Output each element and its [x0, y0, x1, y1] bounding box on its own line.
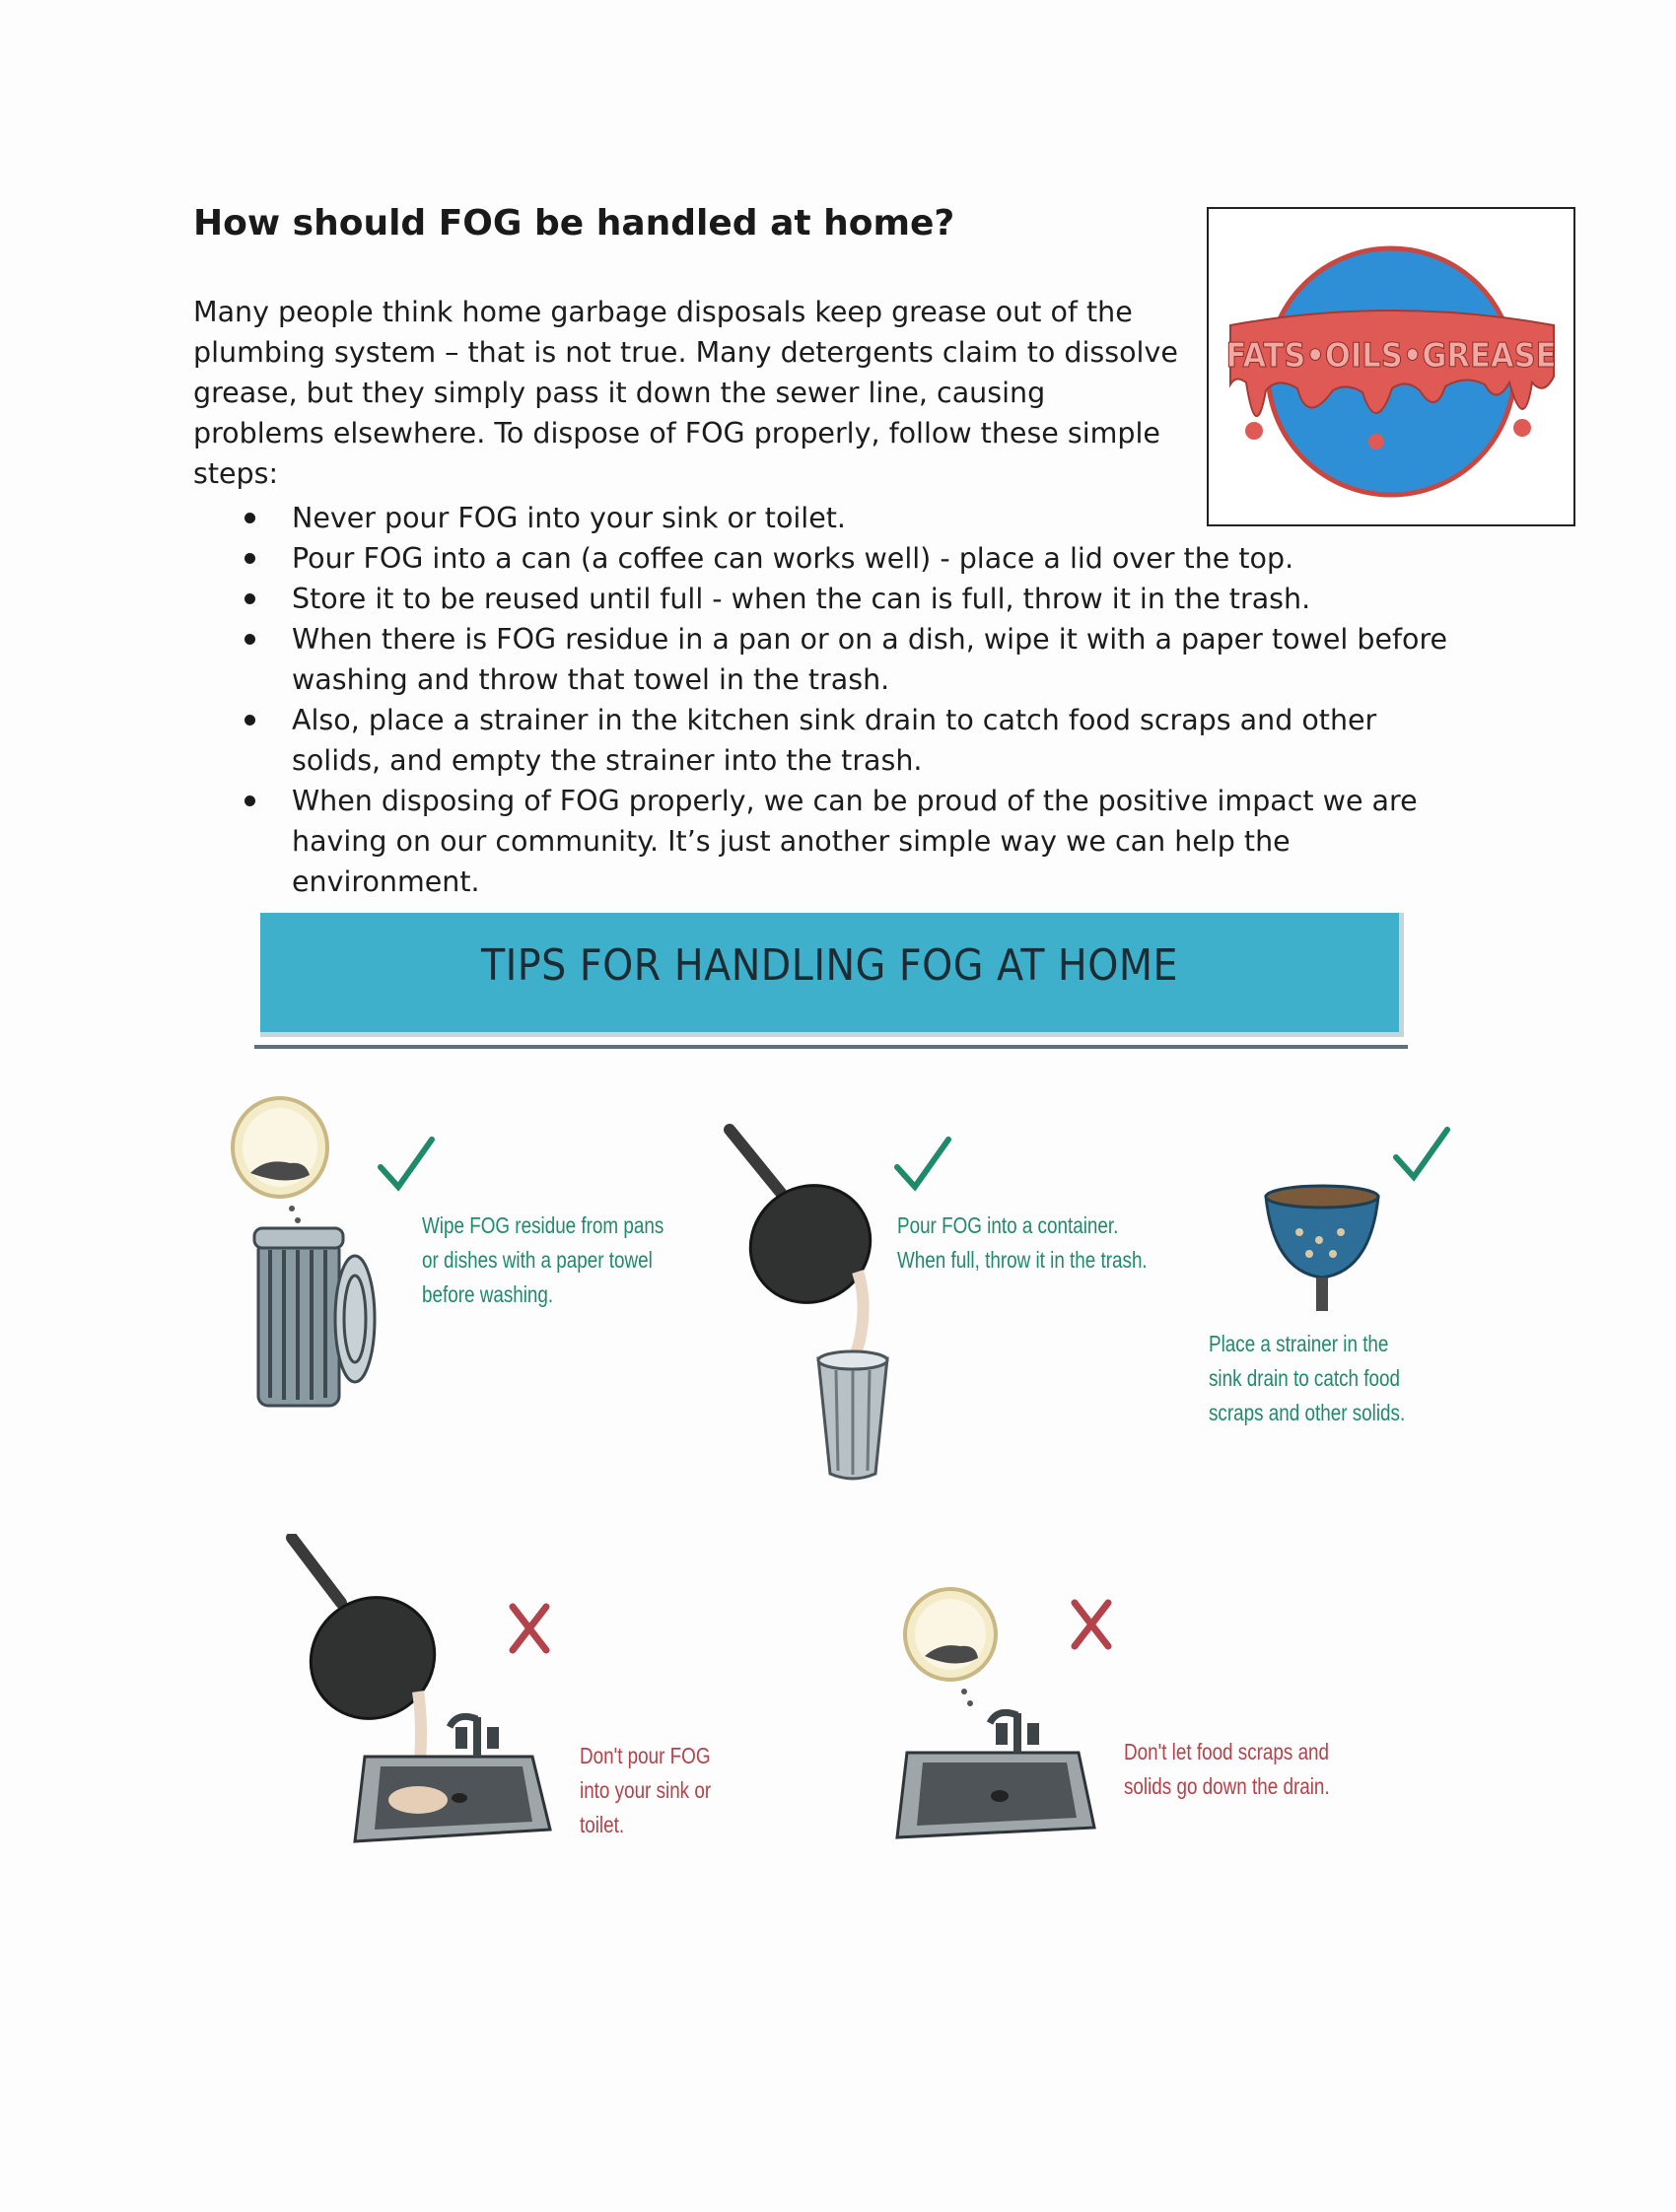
banner-underline: [254, 1045, 1408, 1049]
check-icon: [893, 1134, 952, 1193]
pan-pour-container-icon: [720, 1124, 907, 1488]
list-item: Never pour FOG into your sink or toilet.: [227, 498, 1469, 538]
tip-wipe: Wipe FOG residue from pans or dishes with a paper towel before washing.: [422, 1212, 664, 1307]
list-item: When there is FOG residue in a pan or on a dish, wipe it with a paper towel before washing and throw that towel in the trash.: [227, 619, 1469, 700]
pan-pour-sink-icon: [286, 1534, 562, 1849]
tip-pour: Pour FOG into a container. When full, throw it in the trash.: [897, 1212, 1148, 1273]
list-item: Also, place a strainer in the kitchen sink drain to catch food scraps and other solids, and empty the strainer into the trash.: [227, 700, 1469, 781]
strainer-icon: [1260, 1183, 1384, 1321]
tip-strainer: Place a strainer in the sink drain to catch food scraps and other solids.: [1209, 1331, 1406, 1425]
logo-text: FATS•OILS•GREASE: [1225, 336, 1557, 376]
fog-logo-box: [1207, 207, 1575, 526]
trash-can-icon: [219, 1092, 377, 1417]
fats-oils-grease-logo: [1209, 209, 1573, 524]
x-icon: [507, 1601, 552, 1656]
banner-title: TIPS FOR HANDLING FOG AT HOME: [480, 940, 1179, 991]
steps-list: [227, 498, 1469, 902]
tips-banner: [260, 913, 1404, 1037]
check-icon: [377, 1134, 436, 1193]
page-title: How should FOG be handled at home?: [193, 203, 955, 243]
list-item: Pour FOG into a can (a coffee can works well) - place a lid over the top.: [227, 538, 1469, 579]
list-item: Store it to be reused until full - when the can is full, throw it in the trash.: [227, 579, 1469, 619]
intro-paragraph: Many people think home garbage disposals keep grease out of the plumbing system – that is not true. Many detergents claim to dissolve grease, but they simply pass it down the sewer line, causing problems elsewhere. To dispose of FOG properly, follow these simple steps:: [193, 296, 1178, 490]
tip-no-scraps: Don't let food scraps and solids go down the drain.: [1124, 1739, 1330, 1799]
tip-no-pour: Don't pour FOG into your sink or toilet.: [580, 1743, 712, 1837]
x-icon: [1069, 1597, 1114, 1652]
list-item: When disposing of FOG properly, we can be proud of the positive impact we are having on our community. It’s just another simple way we can help the environment.: [227, 781, 1469, 902]
check-icon: [1392, 1124, 1451, 1183]
